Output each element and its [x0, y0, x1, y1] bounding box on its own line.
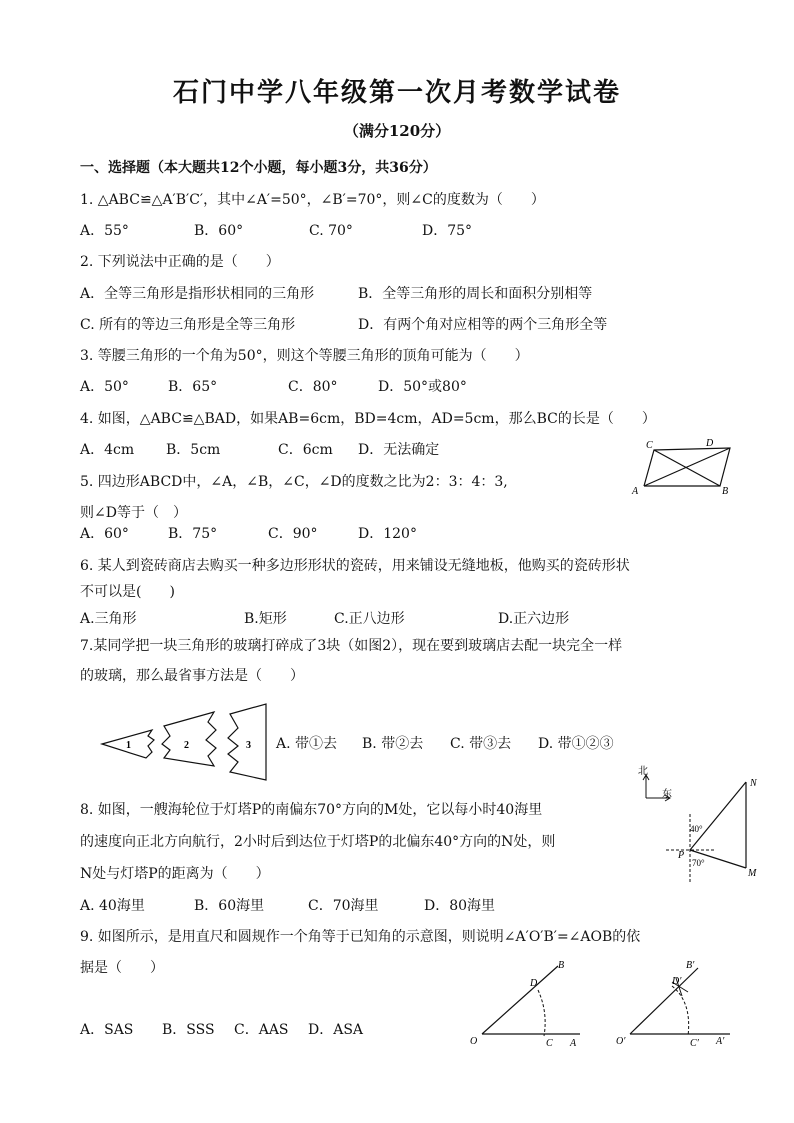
q4-label-c: C: [646, 440, 653, 451]
q4-figure: [628, 436, 740, 500]
q1-option-a[interactable]: A．55°: [80, 223, 129, 239]
section-heading: 一、选择题（本大题共12个小题，每小题3分，共36分）: [80, 160, 437, 176]
q1-option-b[interactable]: B．60°: [194, 223, 244, 239]
q9-left-label-b: B: [558, 960, 565, 971]
q5-option-d[interactable]: D．120°: [358, 526, 417, 542]
q9-right-label-b: B′: [686, 960, 695, 971]
q2-option-d[interactable]: D．有两个角对应相等的两个三角形全等: [358, 317, 608, 333]
q8-angle-40: 40°: [690, 824, 703, 834]
q8-option-d[interactable]: D．80海里: [424, 898, 496, 914]
q8-stem-3: N处与灯塔P的距离为（ ）: [80, 866, 270, 882]
q7-piece-2-label: 2: [184, 740, 189, 751]
q3-option-c[interactable]: C．80°: [288, 379, 338, 395]
q9-left-label-o: O: [470, 1036, 478, 1047]
q3-option-a[interactable]: A．50°: [80, 379, 129, 395]
q9-left-label-d: D: [530, 978, 538, 989]
q9-figure-right: [612, 956, 744, 1052]
q8-stem-1: 8. 如图，一艘海轮位于灯塔P的南偏东70°方向的M处，它以每小时40海里: [80, 802, 543, 818]
q7-piece-3-label: 3: [246, 740, 251, 751]
q9-option-c[interactable]: C．AAS: [234, 1022, 289, 1038]
q4-label-d: D: [706, 438, 714, 449]
q4-option-c[interactable]: C．6cm: [278, 442, 333, 458]
q8-stem-2: 的速度向正北方向航行，2小时后到达位于灯塔P的北偏东40°方向的N处，则: [80, 834, 556, 850]
q7-piece-2: [162, 712, 216, 766]
q9-right-label-d: D′: [672, 976, 682, 987]
q5-stem-1: 5. 四边形ABCD中，∠A，∠B，∠C，∠D的度数之比为2：3：4：3,: [80, 474, 508, 490]
q7-option-b[interactable]: B. 带②去: [362, 736, 424, 752]
q4-option-a[interactable]: A．4cm: [80, 442, 135, 458]
q9-option-a[interactable]: A．SAS: [80, 1022, 134, 1038]
q1-option-c[interactable]: C. 70°: [309, 223, 353, 239]
q9-left-label-c: C: [546, 1038, 553, 1049]
q7-option-a[interactable]: A. 带①去: [276, 736, 338, 752]
q6-option-a[interactable]: A.三角形: [80, 611, 137, 627]
q8-east-label: 东: [662, 789, 672, 800]
q8-option-a[interactable]: A. 40海里: [80, 898, 145, 914]
exam-title: 石门中学八年级第一次月考数学试卷: [172, 78, 621, 108]
q9-stem-2: 据是（ ）: [80, 960, 164, 976]
exam-subtitle: （满分120分）: [343, 122, 451, 140]
q7-piece-1-label: 1: [126, 740, 131, 751]
q2-stem: 2. 下列说法中正确的是（ ）: [80, 254, 280, 270]
q3-option-b[interactable]: B．65°: [168, 379, 218, 395]
q8-option-c[interactable]: C．70海里: [308, 898, 379, 914]
q8-figure: [632, 764, 764, 888]
q8-angle-70: 70°: [692, 858, 705, 868]
q6-option-d[interactable]: D.正六边形: [498, 611, 570, 627]
q1-stem: 1. △ABC≌△A′B′C′，其中∠A′=50°，∠B′=70°，则∠C的度数为（ ）: [80, 192, 545, 208]
q5-stem-2: 则∠D等于（ ）: [80, 505, 187, 521]
q4-option-d[interactable]: D．无法确定: [358, 442, 440, 458]
q3-stem: 3. 等腰三角形的一个角为50°，则这个等腰三角形的顶角可能为（ ）: [80, 348, 529, 364]
q3-option-d[interactable]: D．50°或80°: [378, 379, 467, 395]
q9-figure-left: [466, 956, 590, 1052]
q5-option-a[interactable]: A．60°: [80, 526, 129, 542]
q6-option-b[interactable]: B.矩形: [244, 611, 287, 627]
q4-stem: 4. 如图，△ABC≌△BAD，如果AB=6cm，BD=4cm，AD=5cm，那么BC的长是（ ）: [80, 411, 656, 427]
q7-option-c[interactable]: C. 带③去: [450, 736, 512, 752]
q7-stem-1: 7.某同学把一块三角形的玻璃打碎成了3块（如图2），现在要到玻璃店去配一块完全一样: [80, 638, 623, 654]
q4-label-b: B: [722, 486, 729, 497]
q8-label-n: N: [750, 778, 757, 789]
q5-option-b[interactable]: B．75°: [168, 526, 218, 542]
q9-right-label-a: A′: [716, 1036, 725, 1047]
q8-label-p: P: [678, 850, 685, 861]
q1-option-d[interactable]: D．75°: [422, 223, 473, 239]
q9-option-d[interactable]: D．ASA: [308, 1022, 364, 1038]
q9-stem-1: 9. 如图所示，是用直尺和圆规作一个角等于已知角的示意图，则说明∠A′O′B′=∠AOB的依: [80, 929, 641, 945]
q9-right-label-c: C′: [690, 1038, 699, 1049]
q9-right-label-o: O′: [616, 1036, 626, 1047]
q2-option-a[interactable]: A．全等三角形是指形状相同的三角形: [80, 286, 315, 302]
q5-option-c[interactable]: C．90°: [268, 526, 318, 542]
q4-label-a: A: [632, 486, 639, 497]
q4-option-b[interactable]: B．5cm: [166, 442, 221, 458]
q2-option-c[interactable]: C. 所有的等边三角形是全等三角形: [80, 317, 296, 333]
q9-option-b[interactable]: B．SSS: [162, 1022, 215, 1038]
q6-option-c[interactable]: C.正八边形: [334, 611, 405, 627]
q6-stem-1: 6. 某人到瓷砖商店去购买一种多边形形状的瓷砖，用来铺设无缝地板，他购买的瓷砖形状: [80, 558, 630, 574]
q7-stem-2: 的玻璃，那么最省事方法是（ ）: [80, 668, 304, 684]
q8-option-b[interactable]: B．60海里: [194, 898, 265, 914]
q9-left-label-a: A: [570, 1038, 577, 1049]
q8-north-label: 北: [638, 766, 648, 777]
q8-label-m: M: [748, 868, 757, 879]
q2-option-b[interactable]: B．全等三角形的周长和面积分别相等: [358, 286, 593, 302]
q7-option-d[interactable]: D. 带①②③: [538, 736, 614, 752]
q7-figure: [98, 700, 274, 782]
q6-stem-2: 不可以是( ): [80, 584, 175, 600]
